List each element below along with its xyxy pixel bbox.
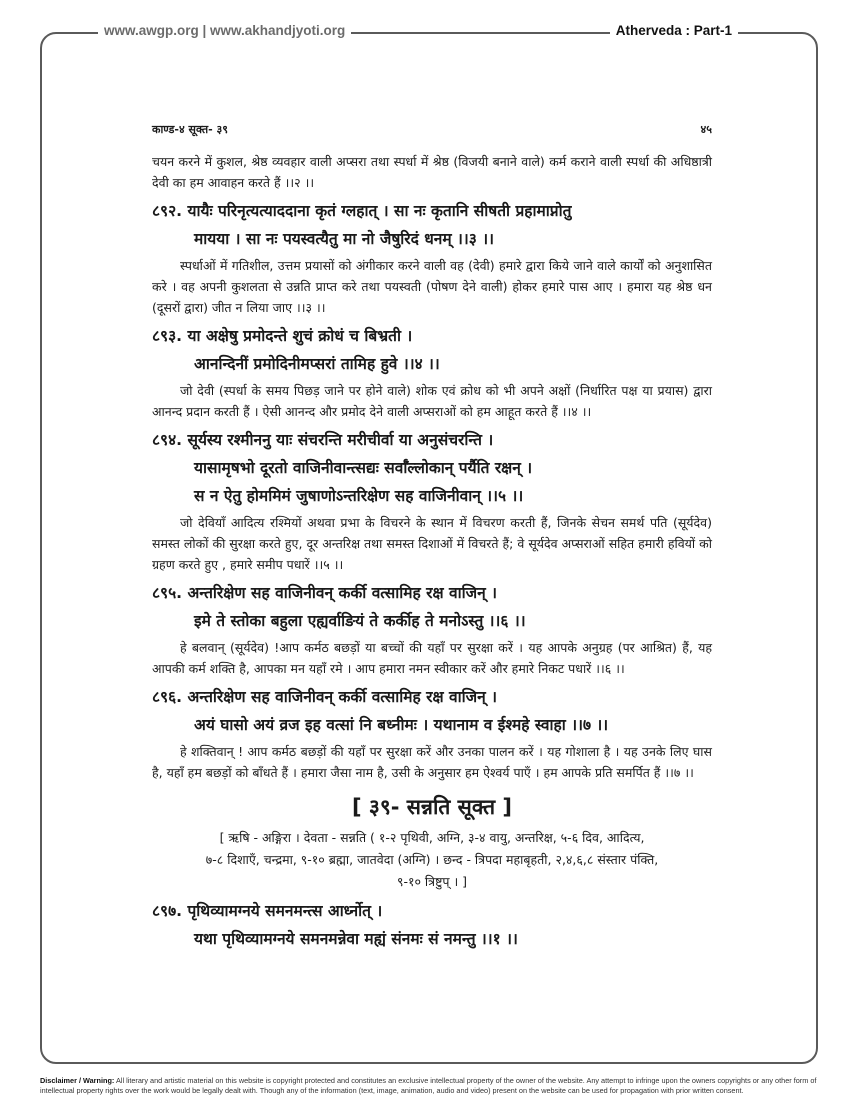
disclaimer-label: Disclaimer / Warning: (40, 1076, 115, 1085)
rishi-devata-chhand (152, 827, 712, 893)
running-head (152, 122, 712, 137)
rishi-line: ९-१० त्रिष्टुप् । ] (396, 874, 468, 889)
disclaimer-text: All literary and artistic material on this website is copyright protected and constitutes an exclusive intellectual property of the owner of the website. Any attempt to infringe upon the owners copyrights or any other form of intellectual property rights over the work would be legally dealt with. Though any of the information (text, image, animation, audio and video) present on the website can be used for propagation with prior written consent. (40, 1076, 817, 1095)
translation-paragraph: जो देवी (स्पर्धा के समय पिछड़ जाने पर होने वाले) शोक एवं क्रोध को भी अपने अक्षों (निर्धारित पक्ष या प्रयास) द्वारा आनन्द प्रदान करती हैं । ऐसी आनन्द और प्रमोद देने वाली अप्सराओं को हम आहूत करते हैं ।।४ ।। (152, 383, 712, 419)
page-number: ४५ (700, 123, 712, 136)
verse-line: ८९२. यायैः परिनृत्यत्याददाना कृतं ग्लहात् । सा नः कृतानि सीषती प्रहामाप्नोतु (152, 202, 572, 220)
site-links: www.awgp.org | www.akhandjyoti.org (98, 22, 351, 40)
page-content (152, 122, 712, 955)
verse-893 (152, 322, 712, 378)
verse-line: ८९३. या अक्षेषु प्रमोदन्ते शुचं क्रोधं च बिभ्रती । (152, 327, 413, 345)
translation-paragraph: स्पर्धाओं में गतिशील, उत्तम प्रयासों को अंगीकार करने वाली वह (देवी) हमारे द्वारा किये जाने वाले कार्यों को अनुशासित करे । वह अपनी कुशलता से उन्नति प्राप्त करे तथा पयस्वती (पोषण देने वाली) होकर हमारे पास आए । हमारा यह श्रेष्ठ धन (दूसरों द्वारा) जीत न लिया जाए ।।३ ।। (152, 258, 712, 315)
verse-line: यथा पृथिव्यामग्नये समनमन्नेवा मह्यं संनमः सं नमन्तु ।।१ ।। (194, 930, 518, 948)
translation-paragraph: हे शक्तिवान् ! आप कर्मठ बछड़ों की यहाँ पर सुरक्षा करें और उनका पालन करें । यह गोशाला है । यह उनके लिए घास है, यहाँ हम बछड़ों को बाँधते हैं । हमारा जैसा नाम है, उसी के अनुसार हम ऐश्वर्य पाएँ । हम आपके प्रति समर्पित हैं ।।७ ।। (152, 744, 712, 780)
verse-line: स न ऐतु होममिमं जुषाणोऽन्तरिक्षेण सह वाजिनीवान् ।।५ ।। (194, 487, 524, 505)
rishi-line: ७-८ दिशाएँ, चन्द्रमा, ९-१० ब्रह्मा, जातवेदा (अग्नि) । छन्द - त्रिपदा महाबृहती, २,४,६,८ संस्तार पंक्ति, (205, 852, 659, 867)
verse-895 (152, 579, 712, 635)
translation-paragraph: जो देवियाँ आदित्य रश्मियों अथवा प्रभा के विचरने के स्थान में विचरण करती हैं, जिनके सेचन समर्थ पति (सूर्यदेव) समस्त लोकों की सुरक्षा करते हुए, दूर अन्तरिक्ष तथा समस्त दिशाओं में विचरते हैं; वे सूर्यदेव अप्सराओं सहित हमारी हवियों को ग्रहण करते हुए , हमारे समीप पधारें ।।५ ।। (152, 515, 712, 572)
translation-paragraph: हे बलवान् (सूर्यदेव) !आप कर्मठ बछड़ों या बच्चों की यहाँ पर सुरक्षा करें । यह आपके अनुग्रह (पर आश्रित) हैं, यह आपकी कर्म शक्ति है, आपका मन यहाँ रमे । आप हमारा नमन स्वीकार करें और हमारे निकट पधारें ।।६ ।। (152, 640, 712, 676)
verse-line: ८९७. पृथिव्यामग्नये समनमन्त्स आर्ध्नोत् । (152, 902, 383, 920)
verse-line: मायया । सा नः पयस्वत्यैतु मा नो जैषुरिदं धनम् ।।३ ।। (194, 230, 495, 248)
verse-line: इमे ते स्तोका बहुला एह्यर्वाङियं ते कर्कीह ते मनोऽस्तु ।।६ ।। (194, 612, 526, 630)
section-title: [ ३९- सन्नति सूक्त ] (352, 795, 512, 819)
translation-paragraph: चयन करने में कुशल, श्रेष्ठ व्यवहार वाली अप्सरा तथा स्पर्धा में श्रेष्ठ (विजयी बनाने वाले) कर्म कराने वाली स्पर्धा की अधिष्ठात्री देवी का हम आवाहन करते हैं ।।२ ।। (152, 154, 712, 190)
verse-line: यासामृषभो दूरतो वाजिनीवान्त्सद्यः सर्वाँल्लोकान् पर्यैति रक्षन् । (194, 459, 533, 477)
verse-897 (152, 897, 712, 953)
verse-line: ८९६. अन्तरिक्षेण सह वाजिनीवन् कर्की वत्सामिह रक्ष वाजिन् । (152, 688, 498, 706)
verse-line: आनन्दिनीं प्रमोदिनीमप्सरां तामिह हुवे ।।४ ।। (194, 355, 440, 373)
rishi-line: [ ऋषि - अङ्गिरा । देवता - सन्नति ( १-२ पृथिवी, अग्नि, ३-४ वायु, अन्तरिक्ष, ५-६ दिव, आदित्य, (219, 830, 645, 845)
verse-line: अयं घासो अयं व्रज इह वत्सां नि बध्नीमः । यथानाम व ईश्महे स्वाहा ।।७ ।। (194, 716, 609, 734)
disclaimer-footer (40, 1076, 820, 1096)
verse-892 (152, 197, 712, 253)
verse-894 (152, 426, 712, 510)
verse-line: ८९४. सूर्यस्य रश्मीननु याः संचरन्ति मरीचीर्वा या अनुसंचरन्ति । (152, 431, 494, 449)
kand-sukta-label: काण्ड-४ सूक्त- ३९ (152, 123, 228, 136)
book-title: Atherveda : Part-1 (610, 22, 738, 40)
verse-line: ८९५. अन्तरिक्षेण सह वाजिनीवन् कर्की वत्सामिह रक्ष वाजिन् । (152, 584, 498, 602)
verse-896 (152, 683, 712, 739)
